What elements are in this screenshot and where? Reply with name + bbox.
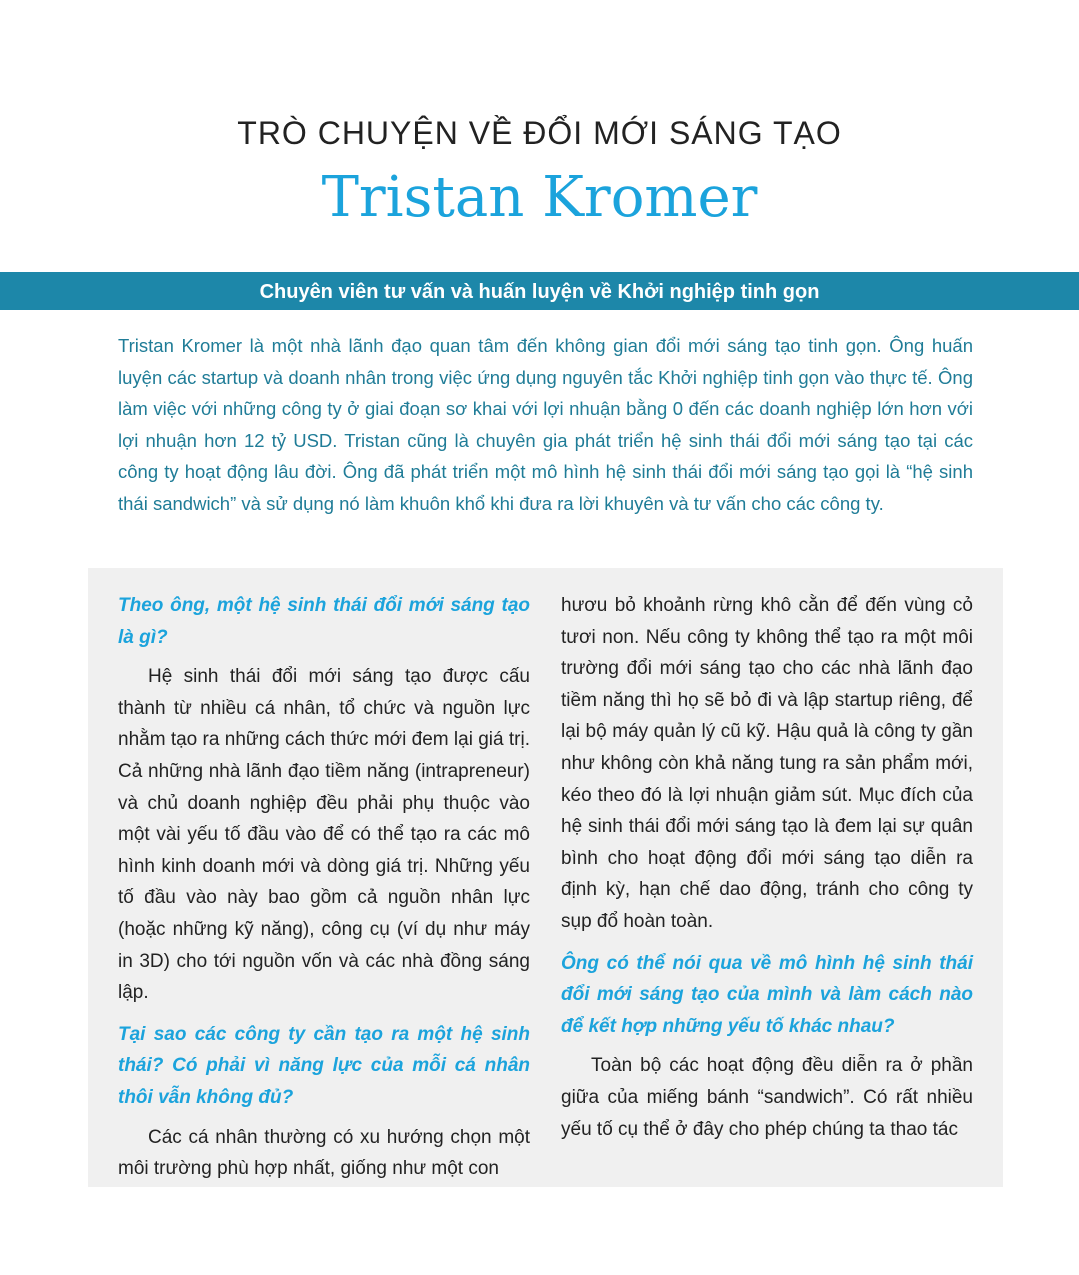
intro-paragraph: Tristan Kromer là một nhà lãnh đạo quan tâm đến không gian đổi mới sáng tạo tinh gọn. Ông huấn luyện các startup và doanh nhân trong việc ứng dụng nguyên tắc Khởi nghiệp tinh gọn vào thực tế. Ông làm việc với những công ty ở giai đoạn sơ khai với lợi nhuận bằng 0 đến các doanh nghiệp lớn hơn với lợi nhuận hơn 12 tỷ USD. Tristan cũng là chuyên gia phát triển hệ sinh thái đổi mới sáng tạo tại các công ty hoạt động lâu đời. Ông đã phát triển một mô hình hệ sinh thái đổi mới sáng tạo gọi là “hệ sinh thái sandwich” và sử dụng nó làm khuôn khổ khi đưa ra lời khuyên và tư vấn cho các công ty. — [118, 335, 973, 514]
answer-2-continued: hươu bỏ khoảnh rừng khô cằn để đến vùng cỏ tươi non. Nếu công ty không thể tạo ra một môi trường đổi mới sáng tạo cho các nhà lãnh đạo tiềm năng thì họ sẽ bỏ đi và lập startup riêng, để lại bộ máy quản lý cũ kỹ. Hậu quả là công ty gần như không còn khả năng tung ra sản phẩm mới, kéo theo đó là lợi nhuận giảm sút. Mục đích của hệ sinh thái đổi mới sáng tạo là đem lại sự quân bình cho hoạt động đổi mới sáng tạo diễn ra định kỳ, hạn chế dao động, tránh cho công ty sụp đổ hoàn toàn. — [561, 595, 973, 932]
question-2: Tại sao các công ty cần tạo ra một hệ sinh thái? Có phải vì năng lực của mỗi cá nhân thôi vẫn không đủ? — [118, 1023, 530, 1108]
question-1: Theo ông, một hệ sinh thái đổi mới sáng tạo là gì? — [118, 595, 530, 648]
answer-2-start: Các cá nhân thường có xu hướng chọn một môi trường phù hợp nhất, giống như một con — [118, 1126, 530, 1180]
interviewee-name: Tristan Kromer — [321, 165, 758, 230]
interview-column-left — [118, 590, 530, 1195]
subtitle-band: Chuyên viên tư vấn và huấn luyện về Khởi nghiệp tinh gọn — [0, 272, 1079, 310]
interview-column-right — [561, 590, 973, 1155]
section-kicker: TRÒ CHUYỆN VỀ ĐỔI MỚI SÁNG TẠO — [237, 115, 842, 151]
answer-1: Hệ sinh thái đổi mới sáng tạo được cấu thành từ nhiều cá nhân, tổ chức và nguồn lực nhằm tạo ra những cách thức mới đem lại giá trị. Cả những nhà lãnh đạo tiềm năng (intrapreneur) và chủ doanh nghiệp đều phải phụ thuộc vào một vài yếu tố đầu vào để có thể tạo ra các mô hình kinh doanh mới và dòng giá trị. Những yếu tố đầu vào này bao gồm cả nguồn nhân lực (hoặc những kỹ năng), công cụ (ví dụ như máy in 3D) cho tới nguồn vốn và các nhà đồng sáng lập. — [118, 666, 530, 1004]
answer-3: Toàn bộ các hoạt động đều diễn ra ở phần giữa của miếng bánh “sandwich”. Có rất nhiều yếu tố cụ thể ở đây cho phép chúng ta thao tác — [561, 1055, 973, 1140]
question-3: Ông có thể nói qua về mô hình hệ sinh thái đổi mới sáng tạo của mình và làm cách nào để kết hợp những yếu tố khác nhau? — [561, 952, 973, 1037]
